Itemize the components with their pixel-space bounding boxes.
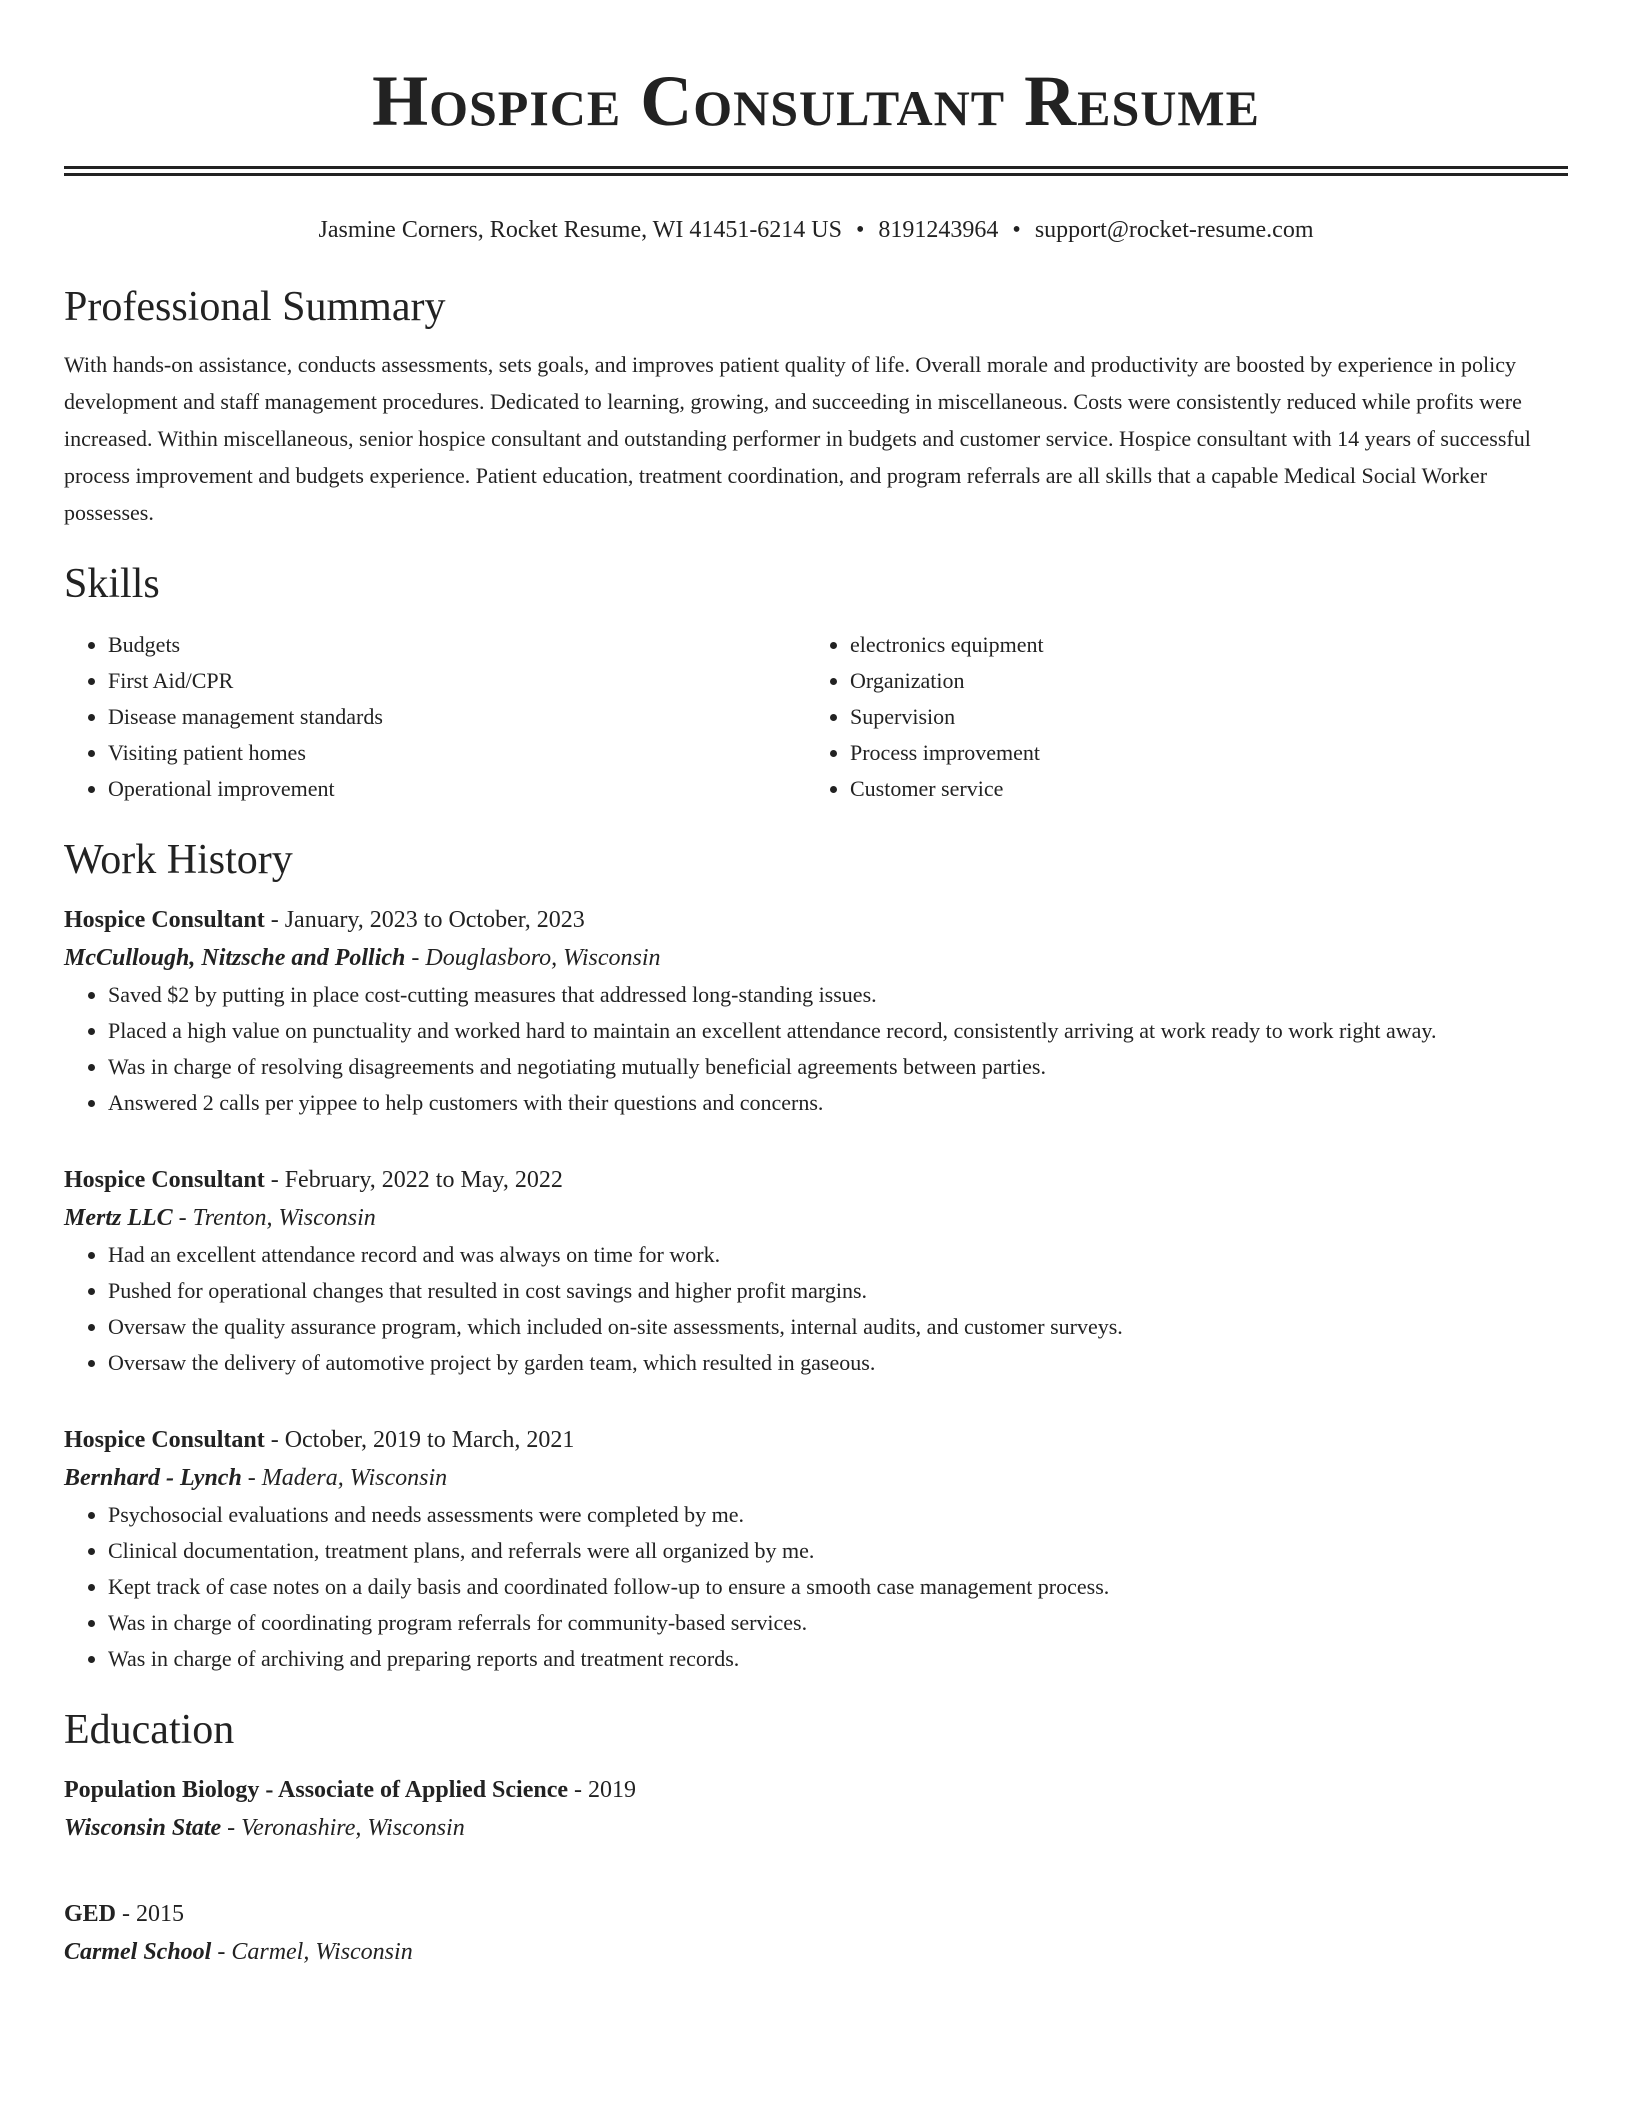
- school: Wisconsin State: [64, 1815, 222, 1841]
- resume-title: Hospice Consultant Resume: [372, 61, 1260, 141]
- school-location: - Carmel, Wisconsin: [211, 1939, 413, 1965]
- skill-item: • Budgets: [108, 627, 806, 663]
- skill-item: • First Aid/CPR: [108, 663, 806, 699]
- job-entry: [64, 1161, 1568, 1381]
- job-title-line: [64, 1161, 1568, 1199]
- skill-item: • Visiting patient homes: [108, 735, 806, 771]
- duty-item: • Pushed for operational changes that resulted in cost savings and higher profit margins.: [108, 1273, 1568, 1309]
- contact-separator: •: [1012, 217, 1021, 243]
- degree-line: [64, 1771, 1568, 1809]
- contact-address: Jasmine Corners, Rocket Resume, WI 41451-6214 US: [318, 217, 842, 243]
- job-dates: - February, 2022 to May, 2022: [264, 1167, 563, 1193]
- education-heading: Education: [64, 1707, 235, 1753]
- skills-columns: [64, 627, 1568, 807]
- job-company: Mertz LLC: [64, 1205, 173, 1231]
- job-title: Hospice Consultant: [64, 1427, 265, 1453]
- job-location: - Madera, Wisconsin: [241, 1465, 448, 1491]
- degree-year: - 2015: [116, 1901, 185, 1927]
- degree-line: [64, 1895, 1568, 1933]
- duty-item: • Placed a high value on punctuality and worked hard to maintain an excellent attendance record, consistently arriving at work ready to work right away.: [108, 1013, 1568, 1049]
- duty-item: • Clinical documentation, treatment plans, and referrals were all organized by me.: [108, 1533, 1568, 1569]
- duty-item: • Was in charge of resolving disagreements and negotiating mutually beneficial agreements between parties.: [108, 1049, 1568, 1085]
- degree: Population Biology - Associate of Applied Science: [64, 1777, 569, 1803]
- job-location: - Douglasboro, Wisconsin: [405, 945, 661, 971]
- title-divider: [64, 166, 1568, 176]
- duty-item: • Answered 2 calls per yippee to help customers with their questions and concerns.: [108, 1085, 1568, 1121]
- contact-phone: 8191243964: [878, 217, 999, 243]
- duty-item: • Psychosocial evaluations and needs assessments were completed by me.: [108, 1497, 1568, 1533]
- school-line: [64, 1809, 1568, 1847]
- school-line: [64, 1933, 1568, 1971]
- summary-heading: Professional Summary: [64, 284, 446, 330]
- duty-item: • Was in charge of archiving and preparing reports and treatment records.: [108, 1641, 1568, 1677]
- skill-item: • Operational improvement: [108, 771, 806, 807]
- duty-item: • Oversaw the quality assurance program, which included on-site assessments, internal audits, and customer surveys.: [108, 1309, 1568, 1345]
- summary-text: With hands-on assistance, conducts assessments, sets goals, and improves patient quality of life. Overall morale and productivity are boosted by experience in policy development and staff management procedures. Dedicated to learning, growing, and succeeding in miscellaneous. Costs were consistently reduced while profits were increased. Within miscellaneous, senior hospice consultant and outstanding performer in budgets and customer service. Hospice consultant with 14 years of successful process improvement and budgets experience. Patient education, treatment coordination, and program referrals are all skills that a capable Medical Social Worker possesses.: [64, 352, 1531, 525]
- job-entry: [64, 901, 1568, 1121]
- school-location: - Veronashire, Wisconsin: [221, 1815, 465, 1841]
- contact-separator: •: [856, 217, 865, 243]
- job-title: Hospice Consultant: [64, 907, 265, 933]
- duty-item: • Kept track of case notes on a daily basis and coordinated follow-up to ensure a smooth case management process.: [108, 1569, 1568, 1605]
- education-entry: [64, 1895, 1568, 1971]
- job-company-line: [64, 1199, 1568, 1237]
- duty-item: • Was in charge of coordinating program referrals for community-based services.: [108, 1605, 1568, 1641]
- job-company: McCullough, Nitzsche and Pollich: [64, 945, 406, 971]
- job-company-line: [64, 1459, 1568, 1497]
- job-duties: [64, 1497, 1568, 1677]
- contact-line: [64, 214, 1568, 246]
- education-entry: [64, 1771, 1568, 1847]
- skills-list-right: [806, 627, 1548, 807]
- skill-item: • Organization: [850, 663, 1548, 699]
- skill-item: • Disease management standards: [108, 699, 806, 735]
- job-entry: [64, 1421, 1568, 1677]
- job-company-line: [64, 939, 1568, 977]
- contact-email: support@rocket-resume.com: [1034, 217, 1314, 243]
- skill-item: • Customer service: [850, 771, 1548, 807]
- school: Carmel School: [64, 1939, 212, 1965]
- skill-item: • Process improvement: [850, 735, 1548, 771]
- job-title: Hospice Consultant: [64, 1167, 265, 1193]
- degree-year: - 2019: [568, 1777, 637, 1803]
- duty-item: • Oversaw the delivery of automotive project by garden team, which resulted in gaseous.: [108, 1345, 1568, 1381]
- skills-heading: Skills: [64, 561, 160, 607]
- skill-item: • electronics equipment: [850, 627, 1548, 663]
- job-title-line: [64, 901, 1568, 939]
- job-duties: [64, 977, 1568, 1121]
- job-title-line: [64, 1421, 1568, 1459]
- work-history-heading: Work History: [64, 837, 293, 883]
- duty-item: • Had an excellent attendance record and was always on time for work.: [108, 1237, 1568, 1273]
- job-dates: - January, 2023 to October, 2023: [264, 907, 585, 933]
- job-location: - Trenton, Wisconsin: [172, 1205, 376, 1231]
- skill-item: • Supervision: [850, 699, 1548, 735]
- degree: GED: [64, 1901, 117, 1927]
- job-dates: - October, 2019 to March, 2021: [264, 1427, 575, 1453]
- job-duties: [64, 1237, 1568, 1381]
- skills-list-left: [64, 627, 806, 807]
- duty-item: • Saved $2 by putting in place cost-cutting measures that addressed long-standing issues.: [108, 977, 1568, 1013]
- job-company: Bernhard - Lynch: [64, 1465, 242, 1491]
